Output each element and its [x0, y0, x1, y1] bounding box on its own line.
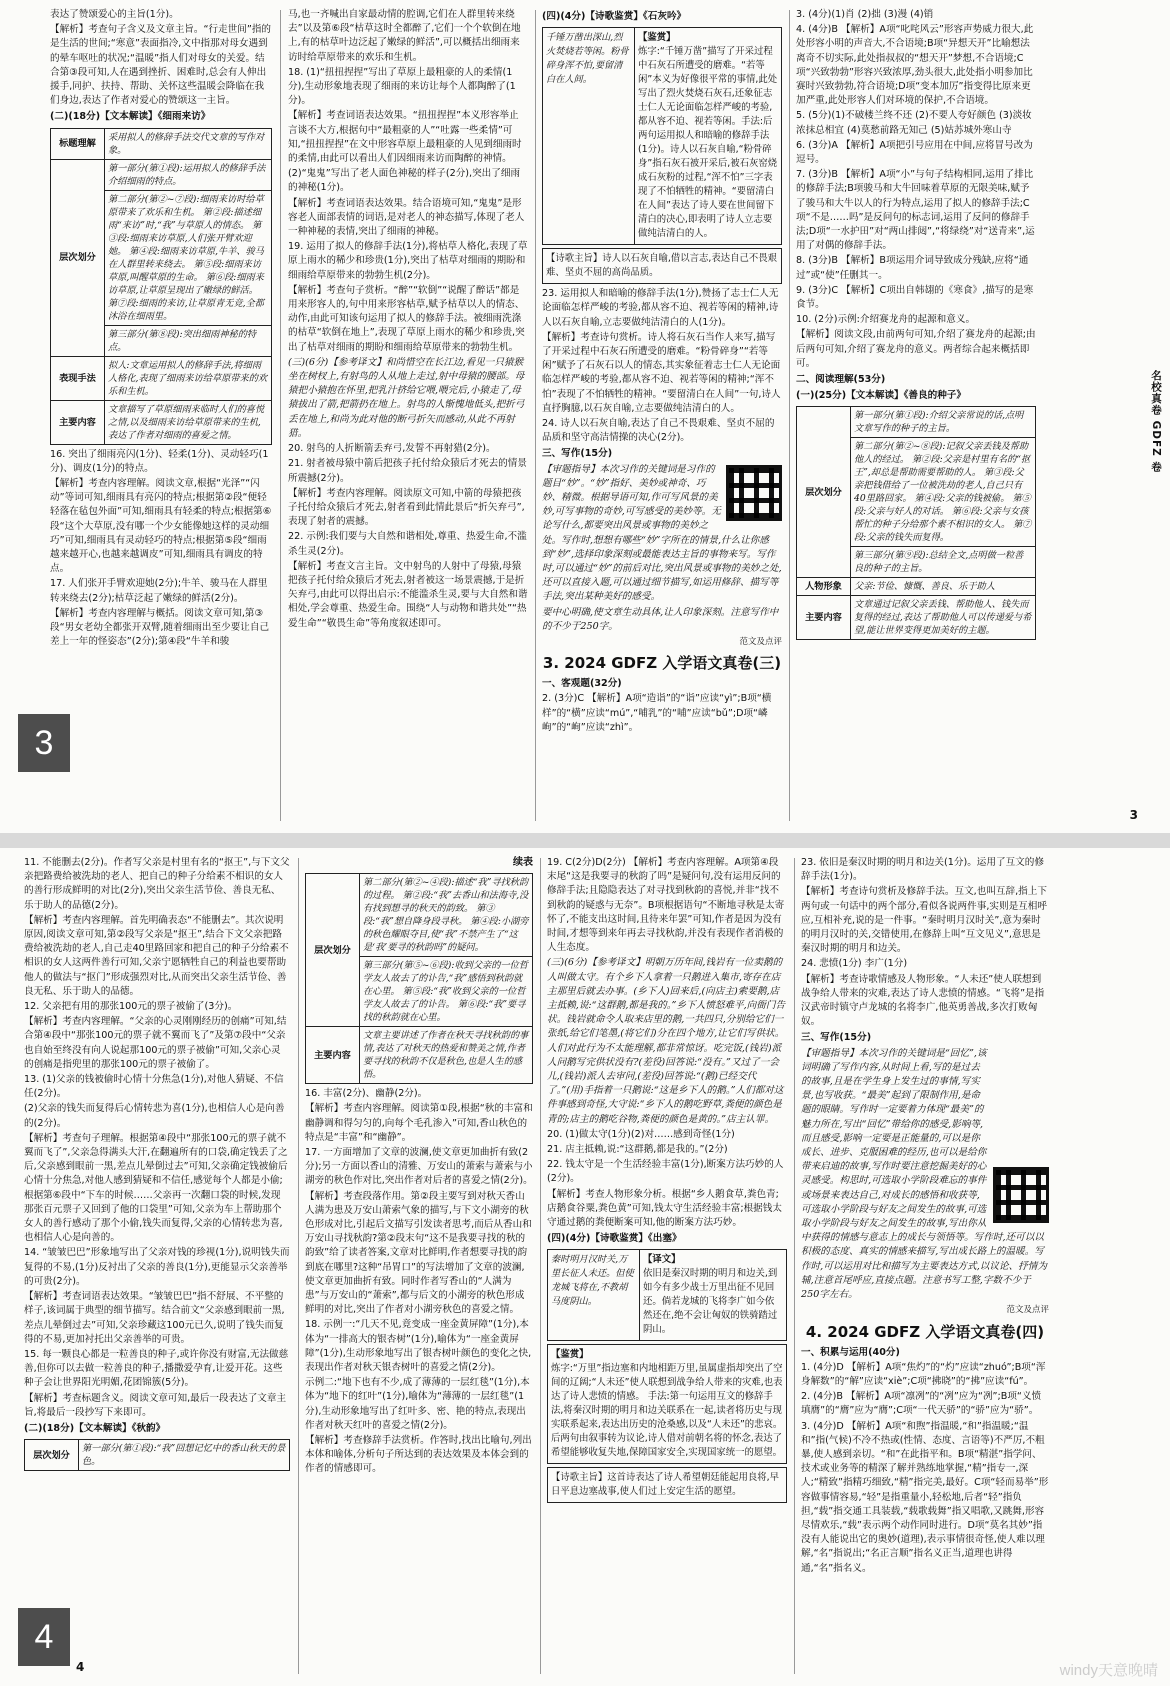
answer: 19. C(2分)D(2分) 【解析】考查内容理解。A项第④段末尾“这是我要寻的秋韵了吗”是疑问句,没有运用反问的修辞手法;且隐隐表达了对寻找到秋韵的喜悦,并非“找不到秋韵的疑惑与无奈”。B项根据语句“不断地寻秋是太寄怀了,不能支出这时间,且待来年罢”可知,作者是因为没有时间,才想等到来年再去寻找秋韵,并没有表现作者消极的人生态度。 — [547, 857, 785, 954]
answer: 6. (3分)A 【解析】A项把引号应用在中间,应将冒号改为逗号。 — [796, 139, 1033, 166]
column-divider — [280, 10, 281, 821]
exam-title: 4. 2024 GDFZ 入学语文真卷(四) — [805, 1322, 1045, 1341]
poem-theme: 【诗歌主旨】这首诗表达了诗人希望朝廷能起用良将,早日平息边塞战事,使人们过上安定生活的愿望。 — [547, 1467, 787, 1503]
continued-label: 续表 — [513, 857, 533, 868]
answer: 16. 丰富(2分)、幽静(2分)。 — [305, 1088, 428, 1100]
section-heading: 一、积累与运用(40分) — [801, 1346, 900, 1358]
analysis: 【解析】考查句子赏析。“醉”“软倒”“说醒了醉话”都是用来形容人的,句中用来形容枯草,赋予枯草以人的情态、动作,由此可知该句运用了拟人的修辞手法。被细雨洗涤的枯草“软倒在地上”,表现了草原上雨水的稀少和珍贵,突出了枯草对细雨的期盼和细雨给草原带来的勃勃生机。 — [288, 284, 525, 353]
answer: 9. (3分)C 【解析】C项出自韩翃的《寒食》,描写的是寒食节。 — [796, 284, 1034, 311]
column-divider — [794, 858, 795, 1674]
answer: 8. (3分)B 【解析】B项运用介词导致成分残缺,应将“通过”或“使”任删其一。 — [796, 255, 1029, 281]
analysis: 【解析】考查句子理解。根据第④段中“那张100元的票子就不翼而飞了”,父亲急得满头大汗,在翻遍所有的口袋,确定钱丢了之后,父亲感到眼前一黑,差点儿晕倒过去”可知,父亲确定钱被偷后心情十分焦急,对他人感到猜疑和不信任,感觉每个人都是小偷;根据第⑥段中“下车的时候……父亲再一次翻口袋的时候,发现那张百元票子又回到了他的口袋里”可知,父亲为车上帮助那个女人的善行感动了那个小偷,钱失而复得,父亲的心情转悲为喜,也相信人心是向善的。 — [24, 1132, 288, 1244]
answer: 24. 诗人以石灰自喻,表达了自己不畏艰难、坚贞不屈的品质和坚守高洁情操的决心(2分)。 — [542, 418, 775, 444]
answer: 4. (4分)B 【解析】A项“叱咤风云”形容声势威力很大,此处形容小明的声音大,不合语境;B项“异想天开”比喻想法离奇不切实际,此处指叔叔的“想天开”梦想,不合语境;C项“兴致勃勃”形容兴致浓厚,劲头很大,此处指小明参加比赛时兴致勃勃,符合语境;D项“变本加厉”指变得比原来更加严重,此处形容人们对环境的保护,不合语境。 — [796, 24, 1034, 107]
p1-column-3 — [542, 8, 782, 823]
page-3 — [0, 0, 1170, 833]
section-heading: 二、阅读理解(53分) — [796, 374, 886, 386]
answer: 11. 不能删去(2分)。作者写父亲是村里有名的“抠王”,与下文父亲把路费给被洗劫的老人、把自己的种子分给素不相识的女人的善行形成鲜明的对比(2分),突出父亲生活节俭、善良无私、乐于助人的品德(2分)。 — [24, 857, 290, 911]
text-analysis-table — [305, 873, 533, 1084]
section-heading: (二)(18分)【文本解读】《秋韵》 — [24, 1422, 166, 1434]
exam-title: 3. 2024 GDFZ 入学语文真卷(三) — [542, 654, 782, 673]
analysis: 【解析】考查诗句赏析。诗人将石灰石当作人来写,描写了开采过程中石灰石所遭受的磨难。“粉骨碎身”“若等闲”赋予了石灰石以人的情态,其实象征着志士仁人无论面临怎样严峻的考验,都从容不迫、视若等闲的精神;“浑不怕”表现了不怕牺牲的精神。“要留清白在人间”一句,诗人直抒胸臆,以石灰自喻,立志要做纯洁清白的人。 — [542, 331, 781, 414]
qr-label: 范文及点评 — [739, 637, 782, 648]
column-divider — [789, 10, 790, 821]
answer: 21. 店主抵赖,说:“这群鹅,都是我的。”(2分) — [547, 1144, 728, 1156]
answer: 16. 突出了细雨亮闪(1分)、轻柔(1分)、灵动轻巧(1分)、调皮(1分)的特点。 — [50, 448, 269, 474]
answer: (2)“鬼鬼”写出了老人面色神秘的样子(2分),突出了细雨的神秘(1分)。 — [288, 168, 521, 194]
poem-appreciation — [547, 1344, 787, 1464]
translation-text: 依旧是秦汉时期的明月和边关,到如今有多少战士万里出征不见回还。倘若龙城的飞将李广如今依然还在,绝不会让匈奴的铁骑踏过阴山。 — [643, 1268, 778, 1336]
answer: 2. (3分)C 【解析】A项“造诣”的“诣”应读“yì”;B项“横样”的“横”应读“mú”,“哺乳”的“哺”应读“bǔ”;D项“嶙峋”的“峋”应读“zhì”。 — [542, 693, 772, 733]
answer: 22. 示例:我们要与大自然和谐相处,尊重、热爱生命,不滥杀生灵(2分)。 — [288, 531, 527, 557]
poem-box — [547, 1249, 787, 1341]
page-number: 3 — [1129, 808, 1138, 822]
answer: 22. 钱太守是一个生活经验丰富(1分),断案方法巧妙的人(2分)。 — [547, 1159, 784, 1185]
table-label: 层次划分 — [51, 159, 105, 356]
appreciation-text: 炼字:“万里”指边塞和内地相距万里,虽属虚指却突出了空间的辽阔;“人未还”使人联想到战争给人带来的灾难,也表达了诗人悲愤的情感。 手法:第一句运用互文的修辞手法,将秦汉时期的明月和边关联系在一起,读者将历史与现实联系起来,表达出历史的沧桑感,以及“人未还”的悲哀。后两句由叙事转为议论,诗人借对前朝名将的怀念,表达了希望能够收复失地,保障国家安全,实现国家统一的愿望。 — [551, 1363, 783, 1459]
analysis: 【解析】考查人物形象分析。根据“乡人鹅食草,粪色青;店鹅食谷粟,粪色黄”可知,钱太守生活经验丰富;根据钱太守通过鹅的粪便断案可知,他的断案方法巧妙。 — [547, 1188, 782, 1229]
text-analysis-table — [24, 1439, 290, 1471]
answer: 3. (4分)(1)肖 (2)拙 (3)漫 (4)销 — [796, 9, 934, 20]
analysis: 【解析】考查文言主旨。文中射鸟的人射中了母猿,母猿把孩子托付给众猿后才死去,射者被这一场景震撼,于是折矢弃弓,由此可以得出启示:不能滥杀生灵,要与大自然和谐相处,学会尊重、热爱生命。围绕“人与动物和谐共处”“热爱生命”“敬畏生命”等角度叙述即可。 — [288, 560, 528, 629]
page-badge: 4 — [18, 1608, 70, 1666]
analysis: 【解析】考查段落作用。第②段主要写到对秋天香山人满为患及万安山萧索气象的描写,与下文小湖旁的秋色形成对比,引起后文描写引发读者思考,而后从香山和万安山寻找秋韵?第②段末句“这不是我要寻找的秋的韵致”给了读者答案,文章对比鲜明,作者想要寻找的韵到底在哪里?这种“吊胃口”的写法增加了文章的波澜,使文章更加曲折有致。同时作者写香山的“人满为患”与万安山的“萧索”,都与后文的小湖旁的秋色形成鲜明的对比,突出了作者对小湖旁秋色的喜爱之情。 — [305, 1190, 532, 1316]
table-label: 标题理解 — [51, 128, 105, 159]
analysis: 【解析】考查诗句赏析及修辞手法。互文,也叫互辞,指上下两句或一句话中的两个部分,看似各说两件事,实则是互相呼应,互相补充,说的是一件事。“秦时明月汉时关”,意为秦时的明月汉时的关,交错使用,在修辞上叫“互文见义”,意思是秦汉时期的明月和边关。 — [801, 886, 1047, 955]
table-cell: 文章描写了草原细雨来临时人们的喜悦之情,以及细雨来访给草原带来的生机,表达了作者对细雨的喜爱之情。 — [105, 400, 272, 444]
page-4 — [0, 848, 1170, 1686]
table-label: 表现手法 — [51, 356, 105, 400]
section-heading: (四)(4分)【诗歌鉴赏】《出塞》 — [547, 1233, 682, 1245]
analysis: 【解析】考查内容理解与概括。阅读文章可知,第③段“男女老幼全都张开双臂,随着细雨出至少要让自己差上一年的怪姿态”(2分);第④段“牛羊和骏 — [50, 607, 270, 648]
poem-translation — [640, 1250, 786, 1340]
text: 【解析】考查句子含义及文章主旨。“行走世间”指的是生活的世间;“寒意”表面指冷,文中指那对母女遇到的晕车呕吐的状况;“温暖”指人们对母女的关爱。结合第③段可知,人在遇到挫折、困难时,总会有人伸出援手,同护、扶持、帮助、关怀这些温暖会降临在我们身边,表达了作者对爱心的赞颂这一主旨。 — [50, 24, 272, 107]
table-cell: 采用拟人的修辞手法交代文章的写作对象。 — [105, 128, 272, 159]
analysis: 【解析】考查修辞手法赏析。作答时,找出比喻句,列出本体和喻体,分析句子所达到的表达效果及本体会到的作者的情感即可。 — [305, 1435, 532, 1475]
answer: 15. 每一颗良心都是一粒善良的种子,或许你没有财富,无法做慈善,但你可以去做一粒善良的种子,播撒爱孕育,让爱开花。这些种子会让世界阳光明媚,花团锦簇(5分)。 — [24, 1348, 289, 1389]
analysis: 【解析】考查标题含义。阅读文章可知,最后一段表达了文章主旨,将最后一段抄写下来即可。 — [24, 1392, 287, 1418]
table-cell: 第一部分(第①段):“我”回想记忆中的香山秋天的景色。 — [79, 1440, 290, 1471]
text: 表达了赞颂爱心的主旨(1分)。 — [50, 9, 179, 20]
table-cell: 文章主要讲述了作者在秋天寻找秋韵的事情,表达了对秋天的热爱和赞美之情,作者要寻找的秋韵不仅是秋色,也是人生的感悟。 — [360, 1027, 533, 1084]
section-heading: 三、写作(15分) — [801, 1032, 872, 1044]
analysis: 【解析】考查内容理解。阅读第①段,根据“秋的丰富和幽静调和得匀匀的,向每个毛孔渗入”可知,香山秋色的特点是“丰富”和“幽静”。 — [305, 1103, 533, 1143]
column-divider — [535, 10, 536, 821]
poem-appreciation — [635, 28, 781, 244]
table-cell: 第二部分(第②~⑧段):记叙父亲丢钱及帮助他人的经过。 第②段:父亲是村里有名的“抠王”,却总是帮助需要帮助的人。 第③段:父亲把钱借给了一位被洗劫的老人,自己只有40里路回家。 第④段:父亲的钱被偷。 第⑤段:父亲与好人的对话。 第⑥段:父亲与女孩帮忙的种子分给那个素不相识的女人。 第⑦段:父亲的钱失而复得。 — [851, 438, 1036, 547]
answer: 1. (4分)D 【解析】A项“焦灼”的“灼”应读“zhuó”;B项“浑身解数”的“解”应读“xiè”;C项“拂晓”的“拂”应读“fú”。 — [801, 1361, 1046, 1387]
qr-label: 范文及点评 — [1006, 1305, 1049, 1316]
table-label: 主要内容 — [51, 400, 105, 444]
answer: 20. (1)做太守(1分)(2)对……感到奇怪(1分) — [547, 1128, 735, 1140]
answer: 示例二:“地下也有不少,成了薄薄的一层红毯”(1分),本体为“地下的红叶”(1分),喻体为“薄薄的一层红毯”(1分),生动形象地写出了红叶多、密、艳的特点,表现出作者对秋天红叶的喜爱之情(2分)。 — [305, 1377, 530, 1431]
answer: 14. “皱皱巴巴”形象地写出了父亲对钱的珍视(1分),说明钱失而复得的不易,(1分)反衬出了父亲的善良(1分),更能显示父亲善举的可贵(2分)。 — [24, 1247, 290, 1287]
table-cell: 父亲:节俭、慷慨、善良、乐于助人 — [851, 578, 1036, 596]
analysis: 【解析】考查诗歌情感及人物形象。“人未还”使人联想到战争给人带来的灾难,表达了诗人悲愤的情感。“飞将”是指汉武帝时镇守卢龙城的名将李广,他英勇善战,多次打败匈奴。 — [801, 973, 1045, 1028]
qr-code-icon[interactable] — [726, 465, 782, 521]
analysis: 【解析】考查内容理解。阅读原文可知,中箭的母猿把孩子托付给众猿后才死去,射者看到此情此景后“折矢弃弓”,表现了射者的震撼。 — [288, 487, 525, 528]
page-number: 4 — [76, 1660, 85, 1674]
table-cell: 第二部分(第②~④段):描述“我”寻找秋韵的过程。 第②段:“我”去香山和法海寺,没有找到想寻的秋天的韵致。 第③段:“我”想自降身段寻秋。 第④段:小湖旁的秋色耀眼夺目,使“我”不禁产生了“这是‘我’要寻的秋韵吗”的疑问。 — [360, 874, 533, 957]
table-cell: 第一部分(第①段):介绍父亲常说的话,点明文章写作的种子的主旨。 — [851, 407, 1036, 438]
analysis: 【解析】阅读文段,由前两句可知,介绍了赛龙舟的起源;由后两句可知,介绍了赛龙舟的意义。两者综合起来概括即可。 — [796, 329, 1036, 369]
table-cell: 第三部分(第⑧段):突出细雨神秘的特点。 — [105, 325, 272, 356]
writing-guide: 要中心明确,使文章生动具体,让人印象深刻。注意写作中的不少于250字。 — [542, 606, 779, 632]
answer: 21. 射者被母猿中箭后把孩子托付给众猿后才死去的情景所震撼(2分)。 — [288, 458, 527, 484]
translation: (三)(6分)【参考译文】明朝万历年间,钱岩有一位卖鹅的人叫做太守。有个乡下人拿着一只鹅进入集市,寄存在店主那里后就去办事。(乡下人)回来后,(向店主)索要鹅,店主抵赖,说:“这群鹅,都是我的。”乡下人愤怒难平,向衙门告状。钱岩就命令人取来店里的鹅,一共四只,分别给它们一张纸,给它们笔墨,(将它们)分在四个地方,让它们写供状。人们对此行为不太能理解,都非常惊讶。吃完饭,(钱岩)派人问鹅写完供状没有?(差役)回答说:“没有。”又过了一会儿,(钱岩)派人去审问,(差役)回答说:“(鹅)已经交代了。”(用)手指着一只鹅说:“这是乡下人的鹅。”人们都对这件事感到奇怪,大守说:“乡下人的鹅吃野草,粪便的颜色是青的;店主的鹅吃谷物,粪便的颜色是黄的。”店主认罪。 — [547, 957, 786, 1125]
p2-column-2 — [305, 856, 533, 1676]
p2-column-4 — [801, 856, 1049, 1676]
p1-column-1 — [50, 8, 272, 823]
table-label: 层次划分 — [25, 1440, 79, 1471]
table-cell: 第三部分(第⑨段):总结全文,点明做一粒善良的种子的主旨。 — [851, 547, 1036, 578]
table-label: 主要内容 — [797, 596, 851, 640]
page-badge: 3 — [18, 714, 70, 772]
answer: 23. 依旧是秦汉时期的明月和边关(1分)。运用了互文的修辞手法(1分)。 — [801, 857, 1044, 883]
poem-theme: 【诗歌主旨】诗人以石灰自喻,借以言志,表达自己不畏艰难、坚贞不屈的高尚品质。 — [542, 248, 782, 284]
table-cell: 文章通过记叙父亲丢钱、帮助他人、钱失而复得的经过,表达了帮助他人可以传递爱与希望,能让世界变得更加美好的主题。 — [851, 596, 1036, 640]
column-divider — [298, 858, 299, 1674]
column-divider — [540, 858, 541, 1674]
table-label: 层次划分 — [306, 874, 360, 1027]
answer: 12. 父亲把有用的那张100元的票子被偷了(3分)。 — [24, 1001, 238, 1013]
answer: 17. 一方面增加了文章的波澜,使文章更加曲折有致(2分);另一方面以香山的清雅、万安山的萧索与萧索与小湖旁的秋色作对比,突出作者对后者的喜爱之情(2分)。 — [305, 1147, 533, 1187]
answer: 18. (1)“扭扭捏捏”写出了草原上最粗豪的人的柔情(1分),生动形象地表现了细雨的来访让每个人都陶醉了(1分)。 — [288, 66, 516, 107]
table-cell: 拟人:文章运用拟人的修辞手法,将细雨人格化,表现了细雨来访给草原带来的欢乐和生机。 — [105, 356, 272, 400]
answer: 18. 示例一:“几天不见,竟变成一座金黄屏障”(1分),本体为“一排高大的银杏树”(1分),喻体为“一座金黄屏障”(1分),生动形象地写出了银杏树叶颜色的变化之快,表现出作者对秋天银杏树叶的喜爱之情(2分)。 — [305, 1319, 532, 1374]
appreciation-text: 炼字:“千锤万凿”描写了开采过程中石灰石所遭受的磨难。“若等闲”本义为好像很平常的事情,此处写出了烈火焚烧石灰石,还象征志士仁人无论面临怎样严峻的考验,都从容不迫、视若等闲。手法:后两句运用拟人和暗喻的修辞手法(1分)。诗人以石灰自喻,“粉骨碎身”指石灰石被开采后,被石灰窑烧成石灰粉的过程,“浑不怕”三字表现了不怕牺牲的精神。“要留清白在人间”表达了诗人要在世间留下清白的决心,即表明了诗人立志要做纯洁清白的人。 — [638, 46, 778, 240]
writing-guide: 【审题指导】本次习作的关键词是“回忆”,该词明确了写作内容,从时间上看,写的是过去的故事,且是在学生身上发生过的事情,写实景,也写收获。“最美”起到了限制作用,是命题的眼睛。写作时一定要着力体现“最美”的魅力所在,写出“回忆”带给你的感受,影响等,而且感受,影响一定要是正能量的,可以是你成长、进步、克服困难的经历,也可以是给你带来启迪的故事,写作时要注意挖掘美好的心灵感受。构思时,可选取小学阶段难忘的事件或场景来表达自己,对成长的感悟和收获等,可选取小学阶段与好友之间发生的故事,可选取小学阶段与好友之间发生的故事,写出你从中获得的情感与意志上的成长与领悟等。写作时,还可以以积极的态度、真实的情感来描写,写出成长路上的温暖。写作时,可以运用对比和描写为主要表达方式,以议论、抒情为辅,注意首尾呼应,直接点题。注意书写工整,字数不少于250字左右。 — [801, 1047, 1047, 1301]
answer: 7. (3分)B 【解析】A项“小”与句子结构相同,运用了排比的修辞手法;B项骏马和大牛回味着草原的无限美味,赋予了骏马和大牛以人的行为特点,运用了拟人的修辞手法;C项“不是……吗”是反问句的标志词,运用了反问的修辞手法;D项“一水护田”对“两山排闼”,“将绿绕”对“送青来”,运用了对偶的修辞手法。 — [796, 169, 1035, 252]
text-analysis-table — [796, 406, 1036, 640]
analysis: 【解析】考查内容理解。阅读文章,根据“光泽”“闪动”等词可知,细雨具有亮闪的特点;根据第②段“便轻轻落在毡包外面”可知,细雨具有轻柔的特点;根据第⑥段“这个大草原,没有哪一个少女能像她这样的灵动细巧”可知,细雨具有灵动轻巧的特点;根据第⑤段“细雨越来越开心,也越来越调皮”可知,细雨具有调皮的特点。 — [50, 478, 272, 575]
table-label: 主要内容 — [306, 1027, 360, 1084]
analysis: 【解析】考查词语表达效果。“皱皱巴巴”指不舒展、不平整的样子,该词属于典型的细节描写。结合前文“父亲感到眼前一黑,差点儿晕倒过去”可知,父亲珍藏这100元已久,说明了钱失而复得的不易,更加衬托出父亲善举的可贵。 — [24, 1291, 285, 1345]
p1-column-4 — [796, 8, 1036, 823]
section-heading: 一、客观题(32分) — [542, 678, 622, 690]
analysis: 【解析】考查内容理解。“父亲的心灵刚刚经历的创痛”可知,结合第④段中“那张100元的票子就不翼而飞了”及第⑦段中“父亲也自始至终没有向人说起那100元的票子被偷”可知,父亲心灵的创痛是指兜里的那张100元的票子被偷了。 — [24, 1016, 287, 1070]
answer: 24. 悲愤(1分) 李广(1分) — [801, 958, 908, 970]
answer: 2. (4分)B 【解析】A项“凛冽”的“冽”应为“冽”;B项“义愤填膺”的“膺”应为“膺”;C项“一代天骄”的“骄”应为“骄”。 — [801, 1391, 1042, 1417]
section-heading: (四)(4分)【诗歌鉴赏】《石灰吟》 — [542, 11, 687, 22]
answer: (2)父亲的钱失而复得后心情转悲为喜(1分),也相信人心是向善的(2分)。 — [24, 1103, 285, 1129]
section-heading: 三、写作(15分) — [542, 448, 613, 460]
analysis: 【解析】考查词语表达效果。“扭扭捏捏”本义形容举止言谈不大方,根据句中“最粗豪的人”“吐露一些柔情”可知,“扭扭捏捏”在文中形容草原上最粗豪的人见到细雨时的柔情,由此可以看出人们因细雨来访而陶醉的神情。 — [288, 110, 522, 165]
answer: 20. 射鸟的人折断箭丢弃弓,发誓不再射猎(2分)。 — [288, 443, 496, 455]
qr-code-icon[interactable] — [993, 1167, 1049, 1223]
answer: 10. (2分)示例:介绍赛龙舟的起源和意义。 — [796, 314, 976, 326]
answer: 3. (4分)D 【解析】A项“和煦”指温暖,“和”指温暖;“温和”指(气候)不冷不热或(性情、态度、言语等)不严厉,不粗暴,使人感到亲切。“和”在此指平和。B项“精湛”指学问、技术或业务等的精深了解并熟练地掌握,“精”指专一,深人;“精致”指精巧细致,“精”指完美,最好。C项“轻而易举”形容做事情容易,“轻”是指重量小,轻松地,后者“轻”指负担,“载”指交通工具装载,“载歌载舞”指又唱歌,又跳舞,形容尽情欢乐,“载”表示两个动作同时进行。D项“莫名其妙”指没有人能说出它的奥妙(道理),表示事情很奇怪,使人难以理解,“名”指说出;“名正言顺”指名义正当,道理也讲得通,“名”指名义。 — [801, 1420, 1049, 1574]
text: 马,也一齐喊出自家最动情的腔调,它们在人群里转来绕去”以及第⑥段“枯草这时全都醉了,它们一个个软倒在地上,有的枯草叶边泛起了嫩绿的鲜活”,可以概括出细雨来访时给草原带来的欢乐和生机。 — [288, 9, 521, 63]
table-label: 人物形象 — [797, 578, 851, 596]
answer: 17. 人们张开手臂欢迎她(2分);牛羊、骏马在人群里转来绕去(2分);枯草泛起了嫩绿的鲜活(2分)。 — [50, 578, 268, 604]
writing-guide: 【审题指导】本次习作的关键词是习作的题目“妙”。“妙”指好、美妙或神奇、巧妙、精微。根据导语可知,作可写风景的美妙,可写事物的奇妙,可写感受的美妙等。无论写什么,都要突出风景或事物的美妙之处。写作时,想想有哪些“妙”字所在的情景,什么让你感到“妙”,选择印象深刻或最能表达主旨的事物来写。写作时,可以通过“妙”的前后对比,突出风景或事物的美妙之处,还可以直接入题,可以通过细节描写,如运用修辞、描写等手法,突出某种美好的感受。 — [542, 463, 782, 603]
poem-verse: 秦时明月汉时关,万里长征人未还。但使龙城飞将在,不教胡马度阴山。 — [548, 1250, 640, 1340]
p1-column-2 — [288, 8, 528, 823]
poem-box — [542, 27, 782, 245]
answer: 5. (5分)(1)不破楼兰终不还 (2)不要人夸好颜色 (3)淡妆浓抹总相宜 (4)莫愁前路无知己 (5)姑苏城外寒山寺 — [796, 110, 1032, 136]
appreciation-label: 【鉴赏】 — [551, 1349, 589, 1361]
analysis: 【解析】考查内容理解。首先明确表态“不能删去”。其次说明原因,阅读文章可知,第②段写父亲是“抠王”,结合下文父亲把路费给被洗劫的老人,自己走40里路回家和把自己的种子分给素不相识的女人这两件善行可知,父亲宁愿牺牲自己的利益也要帮助他人的做法与“抠门”形成强烈对比,从而突出父亲生活节俭、善良无私、乐于助人的品德。 — [24, 914, 289, 997]
poem-verse: 千锤万凿出深山,烈火焚烧若等闲。粉骨碎身浑不怕,要留清白在人间。 — [543, 28, 635, 244]
answer: 13. (1)父亲的钱被偷时心情十分焦急(1分),对他人猜疑、不信任(2分)。 — [24, 1074, 284, 1100]
analysis: 【解析】考查词语表达效果。结合语境可知,“鬼鬼”是形容老人面部表情的词语,是对老人的神态描写,体现了老人一种神秘的表情,突出了细雨的神秘。 — [288, 197, 525, 238]
answer: 23. 运用拟人和暗喻的修辞手法(1分),赞扬了志士仁人无论面临怎样严峻的考验,都从容不迫、视若等闲的精神,诗人以石灰自喻,立志要做纯洁清白的人(1分)。 — [542, 288, 779, 328]
section-heading: (一)(25分)【文本解读】《善良的种子》 — [796, 390, 966, 402]
table-cell: 第一部分(第①段):运用拟人的修辞手法介绍细雨的特点。 — [105, 159, 272, 190]
side-header: 名校真卷 GDFZ 卷 — [1150, 370, 1162, 473]
watermark: windy天意晚晴 — [1059, 1662, 1158, 1679]
translation: (三)(6分)【参考译文】和尚惜空在长江边,看见一只猿猴坐在树杈上,有射鸟的人从地上走过,射中母猿的腰部。母猿把小猿抱在怀里,把乳汁挤给它喂,喂完后,小猿走了,母猿拔出了箭,把箭扔在地上。射鸟的人惭愧地低头,把折弓丢在地上,和尚为此对他的断弓折矢而感动,从此不再射猎。 — [288, 356, 525, 439]
table-cell: 第二部分(第②~⑦段):细雨来访时给草原带来了欢乐和生机。 第②段:描述细雨“来访”时,“我”与草原人的情态。 第③段:细雨来访草原,人们张开臂欢迎她。 第④段:细雨来访草原,牛羊、骏马在人群里转来绕去。 第⑤段:细雨来访草原,叫醒草原的生命。 第⑥段:细雨来访草原,让草原呈现出了嫩绿的鲜活。 第⑦段:细雨的来访,让草原青无竞,全都沐浴在细雨里。 — [105, 190, 272, 325]
p2-column-3 — [547, 856, 787, 1676]
translation-label: 【译文】 — [643, 1254, 681, 1266]
text-analysis-table — [50, 128, 272, 445]
p2-column-1 — [24, 856, 290, 1676]
section-heading: (二)(18分)【文本解读】《细雨来访》 — [50, 111, 211, 123]
table-label: 层次划分 — [797, 407, 851, 578]
table-cell: 第三部分(第⑤~⑥段):收到父亲的一位哲学友人故去了的讣告,“我”感悟到秋韵就在心里。 第⑤段:“我”收到父亲的一位哲学友人故去了的讣告。 第⑥段:“我”要寻找的秋韵就在心里。 — [360, 957, 533, 1027]
appreciation-label: 【鉴赏】 — [638, 32, 676, 44]
answer: 19. 运用了拟人的修辞手法(1分),将枯草人格化,表现了草原上雨水的稀少和珍贵(1分),突出了枯草对细雨的期盼和细雨给草原带来的勃勃生机(2分)。 — [288, 241, 528, 281]
